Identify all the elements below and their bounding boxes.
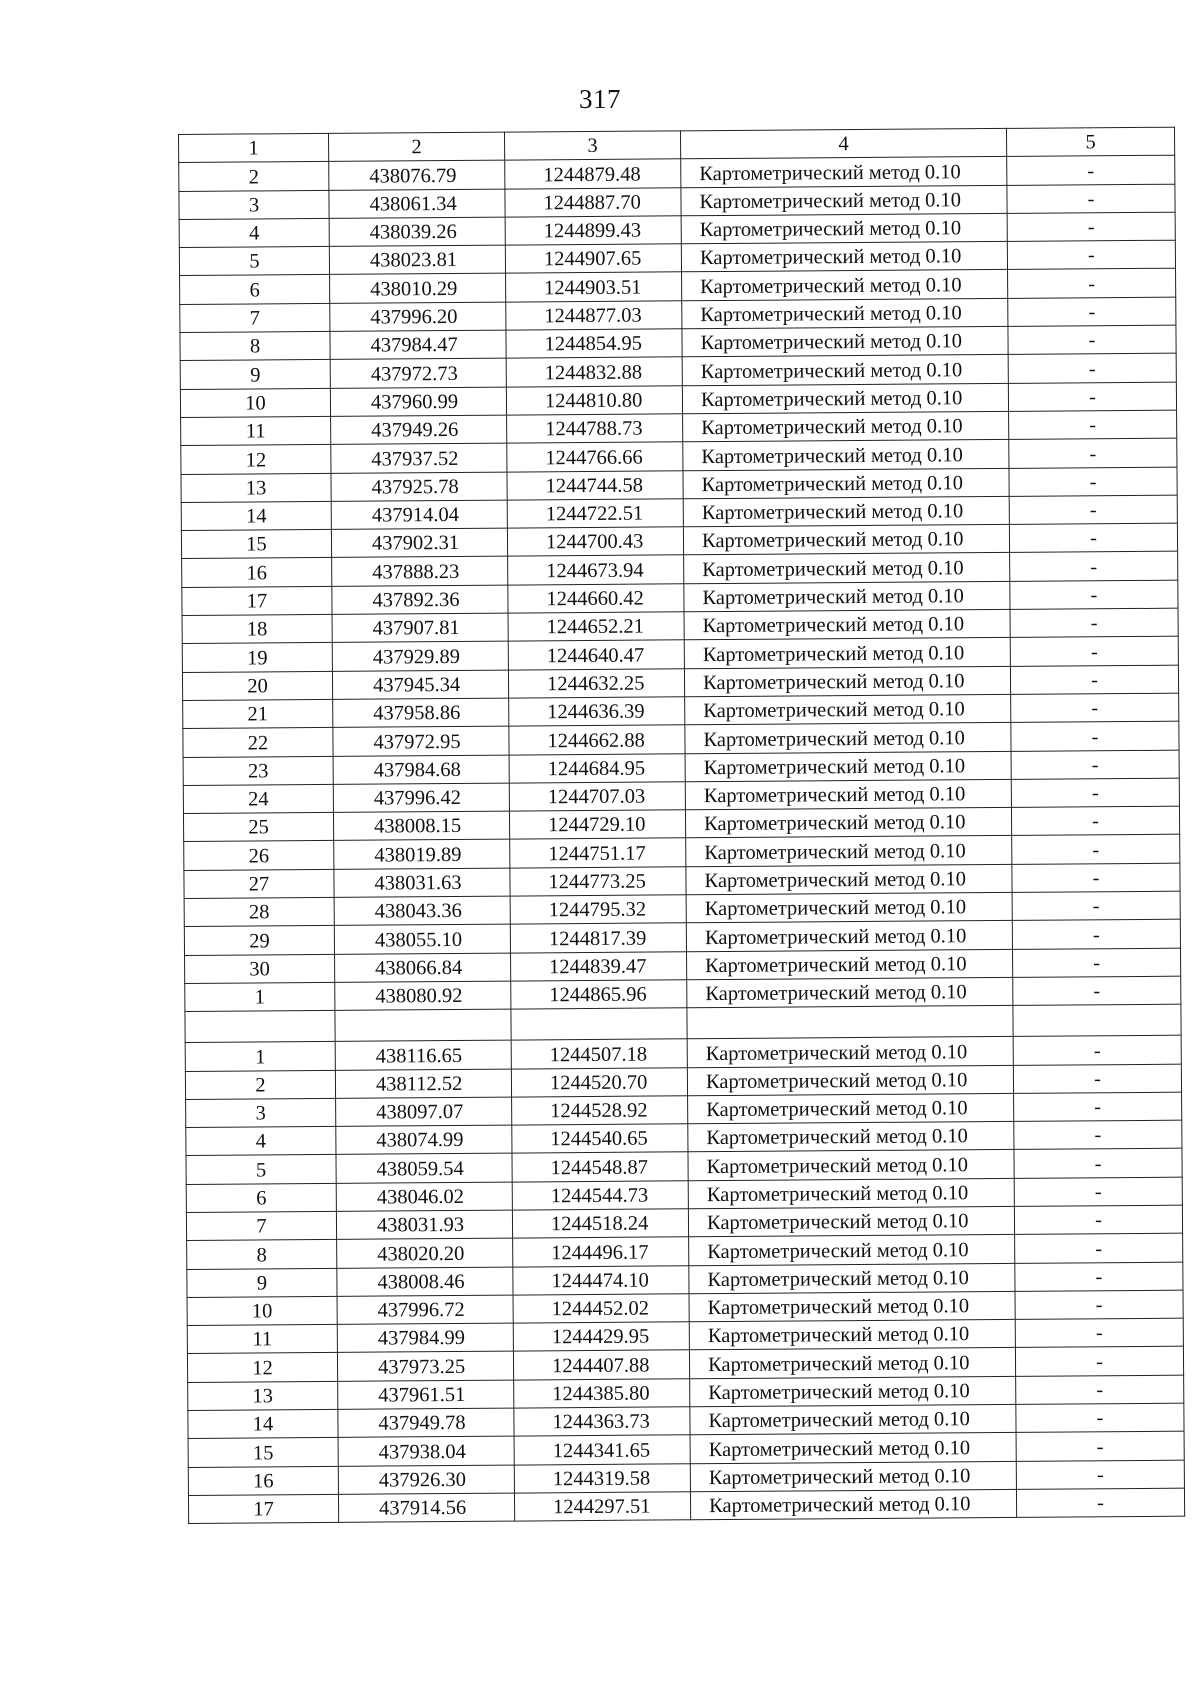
method-description: Картометрический метод 0.10 xyxy=(684,609,1010,640)
point-number: 16 xyxy=(188,1466,338,1495)
y-coordinate: 1244877.03 xyxy=(506,301,682,331)
x-coordinate: 437937.52 xyxy=(331,443,507,473)
x-coordinate: 437914.04 xyxy=(331,500,507,530)
x-coordinate: 437907.81 xyxy=(332,613,508,643)
page-number: 317 xyxy=(579,84,621,114)
method-description: Картометрический метод 0.10 xyxy=(688,1093,1014,1124)
x-coordinate: 437925.78 xyxy=(331,472,507,502)
method-description: Картометрический метод 0.10 xyxy=(683,496,1009,527)
y-coordinate: 1244407.88 xyxy=(513,1350,689,1380)
point-number: 17 xyxy=(188,1494,338,1523)
x-coordinate: 437949.78 xyxy=(338,1408,514,1438)
value-cell: - xyxy=(1008,382,1176,412)
y-coordinate: 1244766.66 xyxy=(507,442,683,472)
coordinates-table xyxy=(178,127,1185,1525)
value-cell: - xyxy=(1015,1233,1183,1263)
value-cell: - xyxy=(1012,835,1180,865)
point-number: 11 xyxy=(181,416,331,445)
header-cell: 4 xyxy=(680,128,1006,159)
method-description: Картометрический метод 0.10 xyxy=(683,468,1009,499)
x-coordinate: 437892.36 xyxy=(332,585,508,615)
x-coordinate: 438010.29 xyxy=(330,274,506,304)
value-cell: - xyxy=(1009,410,1177,440)
value-cell: - xyxy=(1009,523,1177,553)
y-coordinate: 1244729.10 xyxy=(509,810,685,840)
method-description: Картометрический метод 0.10 xyxy=(685,694,1011,725)
y-coordinate: 1244652.21 xyxy=(508,612,684,642)
point-number: 4 xyxy=(186,1126,336,1155)
x-coordinate: 437973.25 xyxy=(337,1352,513,1382)
value-cell: - xyxy=(1007,240,1175,270)
point-number: 30 xyxy=(185,954,335,983)
y-coordinate: 1244544.73 xyxy=(512,1180,688,1210)
method-description: Картометрический метод 0.10 xyxy=(682,355,1008,386)
method-description: Картометрический метод 0.10 xyxy=(690,1376,1016,1407)
empty-cell xyxy=(335,1009,511,1041)
point-number: 2 xyxy=(185,1070,335,1099)
value-cell: - xyxy=(1010,552,1178,582)
y-coordinate: 1244839.47 xyxy=(511,951,687,981)
value-cell: - xyxy=(1008,354,1176,384)
method-description: Картометрический метод 0.10 xyxy=(685,723,1011,754)
value-cell: - xyxy=(1012,891,1180,921)
point-number: 25 xyxy=(183,813,333,842)
method-description: Картометрический метод 0.10 xyxy=(685,779,1011,810)
value-cell: - xyxy=(1013,1035,1181,1065)
method-description: Картометрический метод 0.10 xyxy=(686,921,1012,952)
point-number: 15 xyxy=(188,1438,338,1467)
method-description: Картометрический метод 0.10 xyxy=(689,1291,1015,1322)
x-coordinate: 438097.07 xyxy=(336,1097,512,1127)
x-coordinate: 438043.36 xyxy=(334,896,510,926)
method-description: Картометрический метод 0.10 xyxy=(690,1433,1016,1464)
y-coordinate: 1244297.51 xyxy=(514,1492,690,1522)
point-number: 14 xyxy=(188,1409,338,1438)
method-description: Картометрический метод 0.10 xyxy=(683,525,1009,556)
y-coordinate: 1244907.65 xyxy=(505,244,681,274)
method-description: Картометрический метод 0.10 xyxy=(686,892,1012,923)
method-description: Картометрический метод 0.10 xyxy=(689,1320,1015,1351)
method-description: Картометрический метод 0.10 xyxy=(681,242,1007,273)
x-coordinate: 438059.54 xyxy=(336,1153,512,1183)
value-cell: - xyxy=(1015,1262,1183,1292)
value-cell: - xyxy=(1009,467,1177,497)
y-coordinate: 1244363.73 xyxy=(514,1407,690,1437)
value-cell: - xyxy=(1008,297,1176,327)
value-cell: - xyxy=(1013,1064,1181,1094)
point-number: 8 xyxy=(187,1240,337,1269)
point-number: 29 xyxy=(184,926,334,955)
point-number: 10 xyxy=(187,1296,337,1325)
x-coordinate: 438031.93 xyxy=(336,1210,512,1240)
point-number: 18 xyxy=(182,614,332,643)
method-description: Картометрический метод 0.10 xyxy=(689,1263,1015,1294)
method-description: Картометрический метод 0.10 xyxy=(687,977,1013,1008)
empty-cell xyxy=(511,1008,687,1040)
value-cell: - xyxy=(1011,693,1179,723)
y-coordinate: 1244452.02 xyxy=(513,1294,689,1324)
y-coordinate: 1244854.95 xyxy=(506,329,682,359)
x-coordinate: 438055.10 xyxy=(334,924,510,954)
method-description: Картометрический метод 0.10 xyxy=(685,751,1011,782)
point-number: 1 xyxy=(185,982,335,1011)
y-coordinate: 1244722.51 xyxy=(507,499,683,529)
y-coordinate: 1244548.87 xyxy=(512,1152,688,1182)
value-cell: - xyxy=(1016,1460,1184,1490)
y-coordinate: 1244879.48 xyxy=(505,159,681,189)
method-description: Картометрический метод 0.10 xyxy=(682,270,1008,301)
header-cell: 1 xyxy=(179,133,329,162)
point-number: 21 xyxy=(183,699,333,728)
value-cell: - xyxy=(1010,665,1178,695)
point-number: 7 xyxy=(180,303,330,332)
y-coordinate: 1244474.10 xyxy=(513,1265,689,1295)
value-cell: - xyxy=(1008,269,1176,299)
method-description: Картометрический метод 0.10 xyxy=(686,836,1012,867)
y-coordinate: 1244817.39 xyxy=(510,923,686,953)
point-number: 12 xyxy=(187,1353,337,1382)
method-description: Картометрический метод 0.10 xyxy=(689,1348,1015,1379)
x-coordinate: 438019.89 xyxy=(334,840,510,870)
y-coordinate: 1244507.18 xyxy=(511,1039,687,1069)
empty-cell xyxy=(687,1006,1013,1039)
coordinates-table-wrapper xyxy=(178,127,1184,1525)
method-description: Картометрический метод 0.10 xyxy=(682,298,1008,329)
x-coordinate: 438061.34 xyxy=(329,189,505,219)
header-cell: 5 xyxy=(1006,127,1174,157)
value-cell: - xyxy=(1007,212,1175,242)
value-cell: - xyxy=(1016,1403,1184,1433)
x-coordinate: 437888.23 xyxy=(332,557,508,587)
value-cell: - xyxy=(1007,184,1175,214)
x-coordinate: 437945.34 xyxy=(332,670,508,700)
method-description: Картометрический метод 0.10 xyxy=(687,949,1013,980)
point-number: 5 xyxy=(179,247,329,276)
point-number: 6 xyxy=(186,1183,336,1212)
y-coordinate: 1244684.95 xyxy=(509,753,685,783)
x-coordinate: 437996.72 xyxy=(337,1295,513,1325)
y-coordinate: 1244660.42 xyxy=(508,584,684,614)
y-coordinate: 1244341.65 xyxy=(514,1435,690,1465)
method-description: Картометрический метод 0.10 xyxy=(684,666,1010,697)
x-coordinate: 437972.95 xyxy=(333,726,509,756)
point-number: 7 xyxy=(186,1211,336,1240)
y-coordinate: 1244707.03 xyxy=(509,782,685,812)
value-cell: - xyxy=(1014,1177,1182,1207)
y-coordinate: 1244518.24 xyxy=(512,1209,688,1239)
y-coordinate: 1244632.25 xyxy=(508,668,684,698)
value-cell: - xyxy=(1016,1488,1184,1518)
value-cell: - xyxy=(1016,1432,1184,1462)
point-number: 24 xyxy=(183,784,333,813)
y-coordinate: 1244795.32 xyxy=(510,895,686,925)
y-coordinate: 1244520.70 xyxy=(511,1067,687,1097)
y-coordinate: 1244810.80 xyxy=(506,385,682,415)
method-description: Картометрический метод 0.10 xyxy=(684,581,1010,612)
x-coordinate: 437984.47 xyxy=(330,330,506,360)
point-number: 23 xyxy=(183,756,333,785)
value-cell: - xyxy=(1011,778,1179,808)
point-number: 5 xyxy=(186,1155,336,1184)
method-description: Картометрический метод 0.10 xyxy=(690,1404,1016,1435)
y-coordinate: 1244528.92 xyxy=(512,1096,688,1126)
point-number: 20 xyxy=(182,671,332,700)
method-description: Картометрический метод 0.10 xyxy=(690,1489,1016,1520)
table-row xyxy=(188,1488,1184,1524)
x-coordinate: 437984.68 xyxy=(333,755,509,785)
x-coordinate: 438074.99 xyxy=(336,1125,512,1155)
value-cell: - xyxy=(1015,1347,1183,1377)
value-cell: - xyxy=(1009,438,1177,468)
value-cell: - xyxy=(1011,721,1179,751)
y-coordinate: 1244773.25 xyxy=(510,867,686,897)
header-cell: 2 xyxy=(328,132,504,162)
y-coordinate: 1244903.51 xyxy=(506,272,682,302)
point-number: 13 xyxy=(188,1381,338,1410)
method-description: Картометрический метод 0.10 xyxy=(684,553,1010,584)
method-description: Картометрический метод 0.10 xyxy=(688,1178,1014,1209)
point-number: 3 xyxy=(186,1098,336,1127)
point-number: 19 xyxy=(182,643,332,672)
empty-cell xyxy=(185,1011,335,1043)
method-description: Картометрический метод 0.10 xyxy=(683,440,1009,471)
value-cell: - xyxy=(1007,155,1175,185)
point-number: 6 xyxy=(180,275,330,304)
y-coordinate: 1244385.80 xyxy=(514,1379,690,1409)
method-description: Картометрический метод 0.10 xyxy=(681,157,1007,188)
value-cell: - xyxy=(1014,1120,1182,1150)
point-number: 12 xyxy=(181,445,331,474)
value-cell: - xyxy=(1008,325,1176,355)
point-number: 28 xyxy=(184,897,334,926)
x-coordinate: 438008.15 xyxy=(333,811,509,841)
x-coordinate: 438020.20 xyxy=(337,1238,513,1268)
method-description: Картометрический метод 0.10 xyxy=(681,185,1007,216)
value-cell: - xyxy=(1012,948,1180,978)
value-cell: - xyxy=(1013,976,1181,1006)
x-coordinate: 437996.20 xyxy=(330,302,506,332)
value-cell: - xyxy=(1010,608,1178,638)
value-cell: - xyxy=(1016,1375,1184,1405)
method-description: Картометрический метод 0.10 xyxy=(686,864,1012,895)
value-cell: - xyxy=(1015,1318,1183,1348)
x-coordinate: 438008.46 xyxy=(337,1267,513,1297)
method-description: Картометрический метод 0.10 xyxy=(682,383,1008,414)
method-description: Картометрический метод 0.10 xyxy=(683,411,1009,442)
x-coordinate: 437938.04 xyxy=(338,1436,514,1466)
x-coordinate: 437914.56 xyxy=(338,1493,514,1523)
method-description: Картометрический метод 0.10 xyxy=(688,1121,1014,1152)
y-coordinate: 1244319.58 xyxy=(514,1463,690,1493)
value-cell: - xyxy=(1014,1092,1182,1122)
x-coordinate: 437926.30 xyxy=(338,1465,514,1495)
y-coordinate: 1244887.70 xyxy=(505,187,681,217)
method-description: Картометрический метод 0.10 xyxy=(690,1461,1016,1492)
value-cell: - xyxy=(1014,1149,1182,1179)
x-coordinate: 438076.79 xyxy=(329,160,505,190)
x-coordinate: 438116.65 xyxy=(335,1040,511,1070)
header-cell: 3 xyxy=(504,131,680,161)
point-number: 14 xyxy=(181,501,331,530)
point-number: 9 xyxy=(187,1268,337,1297)
point-number: 1 xyxy=(185,1042,335,1071)
y-coordinate: 1244788.73 xyxy=(507,414,683,444)
point-number: 9 xyxy=(180,360,330,389)
method-description: Картометрический метод 0.10 xyxy=(681,213,1007,244)
x-coordinate: 437929.89 xyxy=(332,641,508,671)
y-coordinate: 1244673.94 xyxy=(508,555,684,585)
point-number: 22 xyxy=(183,728,333,757)
y-coordinate: 1244744.58 xyxy=(507,470,683,500)
y-coordinate: 1244636.39 xyxy=(509,697,685,727)
y-coordinate: 1244662.88 xyxy=(509,725,685,755)
value-cell: - xyxy=(1015,1290,1183,1320)
point-number: 11 xyxy=(187,1325,337,1354)
method-description: Картометрический метод 0.10 xyxy=(682,326,1008,357)
y-coordinate: 1244496.17 xyxy=(513,1237,689,1267)
x-coordinate: 438031.63 xyxy=(334,868,510,898)
x-coordinate: 438039.26 xyxy=(329,217,505,247)
method-description: Картометрический метод 0.10 xyxy=(684,638,1010,669)
method-description: Картометрический метод 0.10 xyxy=(687,1037,1013,1068)
x-coordinate: 438066.84 xyxy=(335,953,511,983)
x-coordinate: 437972.73 xyxy=(330,358,506,388)
x-coordinate: 437984.99 xyxy=(337,1323,513,1353)
x-coordinate: 438046.02 xyxy=(336,1182,512,1212)
point-number: 27 xyxy=(184,869,334,898)
x-coordinate: 438080.92 xyxy=(335,981,511,1011)
x-coordinate: 437961.51 xyxy=(338,1380,514,1410)
value-cell: - xyxy=(1011,806,1179,836)
value-cell: - xyxy=(1012,919,1180,949)
method-description: Картометрический метод 0.10 xyxy=(688,1150,1014,1181)
point-number: 16 xyxy=(182,558,332,587)
x-coordinate: 437958.86 xyxy=(333,698,509,728)
x-coordinate: 438112.52 xyxy=(335,1069,511,1099)
empty-cell xyxy=(1013,1004,1181,1036)
x-coordinate: 437960.99 xyxy=(330,387,506,417)
value-cell: - xyxy=(1014,1205,1182,1235)
value-cell: - xyxy=(1011,750,1179,780)
value-cell: - xyxy=(1009,495,1177,525)
y-coordinate: 1244865.96 xyxy=(511,980,687,1010)
method-description: Картометрический метод 0.10 xyxy=(685,808,1011,839)
x-coordinate: 437949.26 xyxy=(331,415,507,445)
x-coordinate: 438023.81 xyxy=(329,245,505,275)
y-coordinate: 1244640.47 xyxy=(508,640,684,670)
point-number: 26 xyxy=(184,841,334,870)
y-coordinate: 1244832.88 xyxy=(506,357,682,387)
y-coordinate: 1244751.17 xyxy=(510,838,686,868)
method-description: Картометрический метод 0.10 xyxy=(687,1065,1013,1096)
method-description: Картометрический метод 0.10 xyxy=(688,1206,1014,1237)
method-description: Картометрический метод 0.10 xyxy=(689,1235,1015,1266)
point-number: 15 xyxy=(181,530,331,559)
point-number: 8 xyxy=(180,331,330,360)
x-coordinate: 437902.31 xyxy=(331,528,507,558)
y-coordinate: 1244700.43 xyxy=(507,527,683,557)
y-coordinate: 1244540.65 xyxy=(512,1124,688,1154)
value-cell: - xyxy=(1010,580,1178,610)
point-number: 3 xyxy=(179,190,329,219)
y-coordinate: 1244899.43 xyxy=(505,216,681,246)
point-number: 2 xyxy=(179,162,329,191)
x-coordinate: 437996.42 xyxy=(333,783,509,813)
point-number: 13 xyxy=(181,473,331,502)
y-coordinate: 1244429.95 xyxy=(513,1322,689,1352)
value-cell: - xyxy=(1012,863,1180,893)
point-number: 10 xyxy=(180,388,330,417)
point-number: 4 xyxy=(179,218,329,247)
value-cell: - xyxy=(1010,637,1178,667)
point-number: 17 xyxy=(182,586,332,615)
